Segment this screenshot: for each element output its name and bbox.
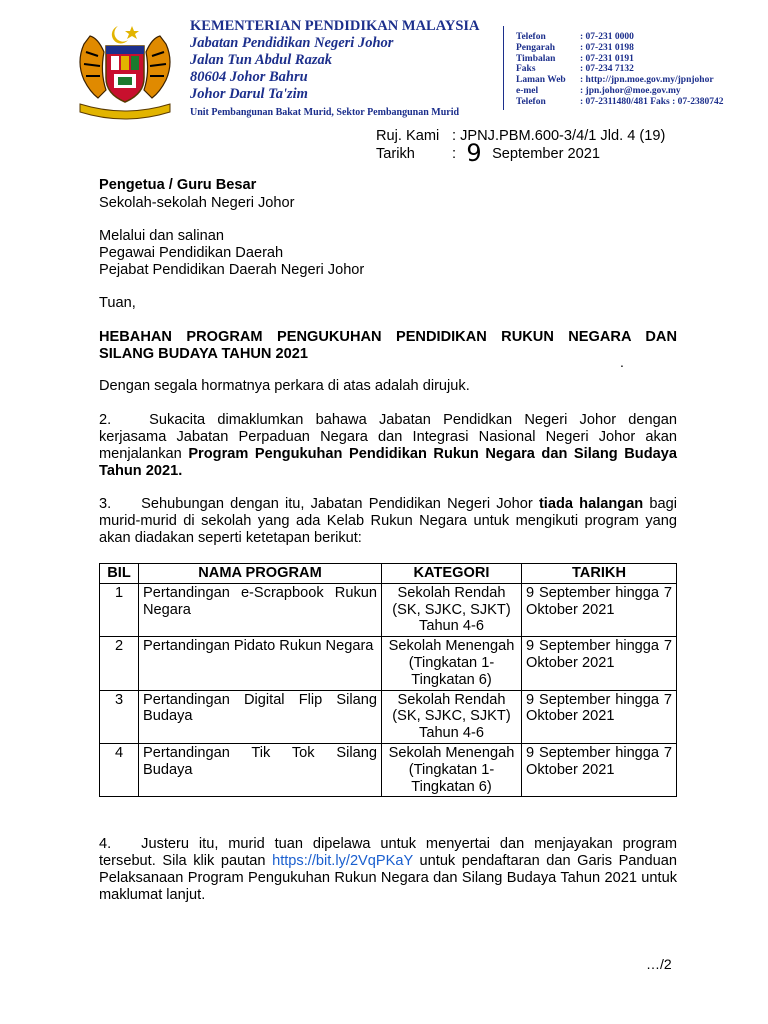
stray-mark: . <box>620 354 624 370</box>
reference-block <box>376 128 716 167</box>
subject-line-1: HEBAHAN PROGRAM PENGUKUHAN PENDIDIKAN RUKUN NEGARA DAN <box>99 329 677 345</box>
date-label: Tarikh <box>376 146 415 162</box>
contact-value: : 07-234 7132 <box>580 64 634 75</box>
cell-nama-program: Pertandingan Pidato Rukun Negara <box>139 637 382 690</box>
email-link[interactable]: : jpn.johor@moe.gov.my <box>580 85 681 96</box>
table-header-row <box>100 564 677 584</box>
via-line-1: Melalui dan salinan <box>99 228 224 244</box>
subject-line-2: SILANG BUDAYA TAHUN 2021 <box>99 346 308 362</box>
paragraph-4-text-2: untuk pendaftaran dan Garis Panduan Pelaksanaan Program Pengukuhan Rukun Negara dan Silang Budaya Tahun 2021 untuk maklumat lanjut. <box>99 853 678 903</box>
via-line-3: Pejabat Pendidikan Daerah Negeri Johor <box>99 262 365 278</box>
cell-tarikh: 9 September hingga 7 Oktober 2021 <box>522 637 677 690</box>
paragraph-2-program-name: Program Pengukuhan Pendidikan Rukun Negara dan Silang Budaya Tahun 2021. <box>99 446 677 479</box>
table-row <box>100 743 677 796</box>
paragraph-3 <box>99 496 677 547</box>
unit-name: Unit Pembangunan Bakat Murid, Sektor Pembangunan Murid <box>190 107 460 118</box>
contact-row <box>516 75 724 86</box>
contact-label: Timbalan <box>516 53 556 64</box>
letterhead-divider <box>503 26 504 110</box>
address-line-1: Jalan Tun Abdul Razak <box>190 52 332 68</box>
cell-kategori: Sekolah Rendah (SK, SJKC, SJKT) Tahun 4-6 <box>382 690 522 743</box>
paragraph-2 <box>99 412 677 480</box>
program-table <box>99 563 677 797</box>
contact-value: : 07-2311480/481 Faks : 07-2380742 <box>580 96 724 107</box>
column-header-bil: BIL <box>100 564 139 584</box>
contact-row <box>516 54 724 65</box>
paragraph-1: Dengan segala hormatnya perkara di atas adalah dirujuk. <box>99 378 470 394</box>
table-row <box>100 637 677 690</box>
contact-label: Telefon <box>516 96 546 107</box>
department-name: Jabatan Pendidikan Negeri Johor <box>190 35 394 51</box>
paragraph-3-text-1: Sehubungan dengan itu, Jabatan Pendidikan Negeri Johor <box>141 496 533 512</box>
paragraph-3-number: 3. <box>99 496 112 512</box>
paragraph-3-text-2: bagi murid-murid di sekolah yang ada Kelab Rukun Negara untuk mengikuti program yang akan diadakan seperti ketetapan berikut: <box>99 496 677 546</box>
address-line-2: 80604 Johor Bahru <box>190 69 308 85</box>
cell-kategori: Sekolah Rendah (SK, SJKC, SJKT) Tahun 4-6 <box>382 583 522 636</box>
contact-label: Laman Web <box>516 75 566 86</box>
coat-of-arms-logo <box>70 22 180 122</box>
website-link[interactable]: : http://jpn.moe.gov.my/jpnjohor <box>580 75 714 86</box>
contact-row <box>516 43 724 54</box>
contact-label: e-mel <box>516 85 539 96</box>
reference-label: Ruj. Kami <box>376 128 440 144</box>
paragraph-4 <box>99 836 677 904</box>
paragraph-4-text-1: Justeru itu, murid tuan dipelawa untuk menyertai dan menjayakan program tersebut. Sila klik pautan <box>99 836 677 869</box>
registration-link[interactable]: https://bit.ly/2VqPKaY <box>272 853 413 869</box>
contact-value: : 07-231 0198 <box>580 42 634 53</box>
column-header-kategori: KATEGORI <box>382 564 522 584</box>
paragraph-2-text: Sukacita dimaklumkan bahawa Jabatan Pendidkan Negeri Johor dengan kerjasama Jabatan Perpaduan Negara dan Integrasi Nasional Negeri Johor akan menjalankan <box>99 412 677 462</box>
via-line-2: Pegawai Pendidikan Daerah <box>99 245 284 261</box>
contact-block <box>516 32 724 108</box>
contact-row <box>516 97 724 108</box>
paragraph-3-emphasis: tiada halangan <box>538 496 644 512</box>
cell-bil: 2 <box>100 637 139 690</box>
column-header-tarikh: TARIKH <box>522 564 677 584</box>
cell-nama-program: Pertandingan Digital Flip Silang Budaya <box>139 690 382 743</box>
contact-row <box>516 64 724 75</box>
letterhead-organisation <box>190 18 500 119</box>
column-header-nama-program: NAMA PROGRAM <box>139 564 382 584</box>
cell-tarikh: 9 September hingga 7 Oktober 2021 <box>522 583 677 636</box>
address-line-3: Johor Darul Ta'zim <box>190 86 308 102</box>
contact-row <box>516 86 724 97</box>
recipient-line: Sekolah-sekolah Negeri Johor <box>99 195 295 211</box>
ministry-name: KEMENTERIAN PENDIDIKAN MALAYSIA <box>190 18 480 34</box>
date-colon: : <box>452 146 457 162</box>
cell-nama-program: Pertandingan Tik Tok Silang Budaya <box>139 743 382 796</box>
recipient-title: Pengetua / Guru Besar <box>99 177 257 193</box>
contact-label: Faks <box>516 64 536 75</box>
date-row <box>376 139 716 167</box>
table-row <box>100 583 677 636</box>
paragraph-4-number: 4. <box>99 836 112 852</box>
reference-row <box>376 128 716 145</box>
reference-value: : JPNJ.PBM.600-3/4/1 Jld. 4 (19) <box>452 128 666 144</box>
cell-bil: 3 <box>100 690 139 743</box>
paragraph-2-number: 2. <box>99 412 112 428</box>
cell-tarikh: 9 September hingga 7 Oktober 2021 <box>522 690 677 743</box>
contact-value: : 07-231 0000 <box>580 32 634 42</box>
cell-bil: 4 <box>100 743 139 796</box>
contact-label: Telefon <box>516 32 546 42</box>
salutation: Tuan, <box>99 295 136 311</box>
cell-kategori: Sekolah Menengah (Tingkatan 1- Tingkatan 6) <box>382 743 522 796</box>
cell-nama-program: Pertandingan e-Scrapbook Rukun Negara <box>139 583 382 636</box>
handwritten-date-day: 9 <box>466 139 482 167</box>
cell-kategori: Sekolah Menengah (Tingkatan 1- Tingkatan 6) <box>382 637 522 690</box>
contact-value: : 07-231 0191 <box>580 53 634 64</box>
page-continuation-marker: …/2 <box>646 956 672 972</box>
contact-label: Pengarah <box>516 42 556 53</box>
cell-bil: 1 <box>100 583 139 636</box>
table-row <box>100 690 677 743</box>
cell-tarikh: 9 September hingga 7 Oktober 2021 <box>522 743 677 796</box>
contact-row <box>516 32 724 43</box>
date-month-year: September 2021 <box>492 146 600 162</box>
